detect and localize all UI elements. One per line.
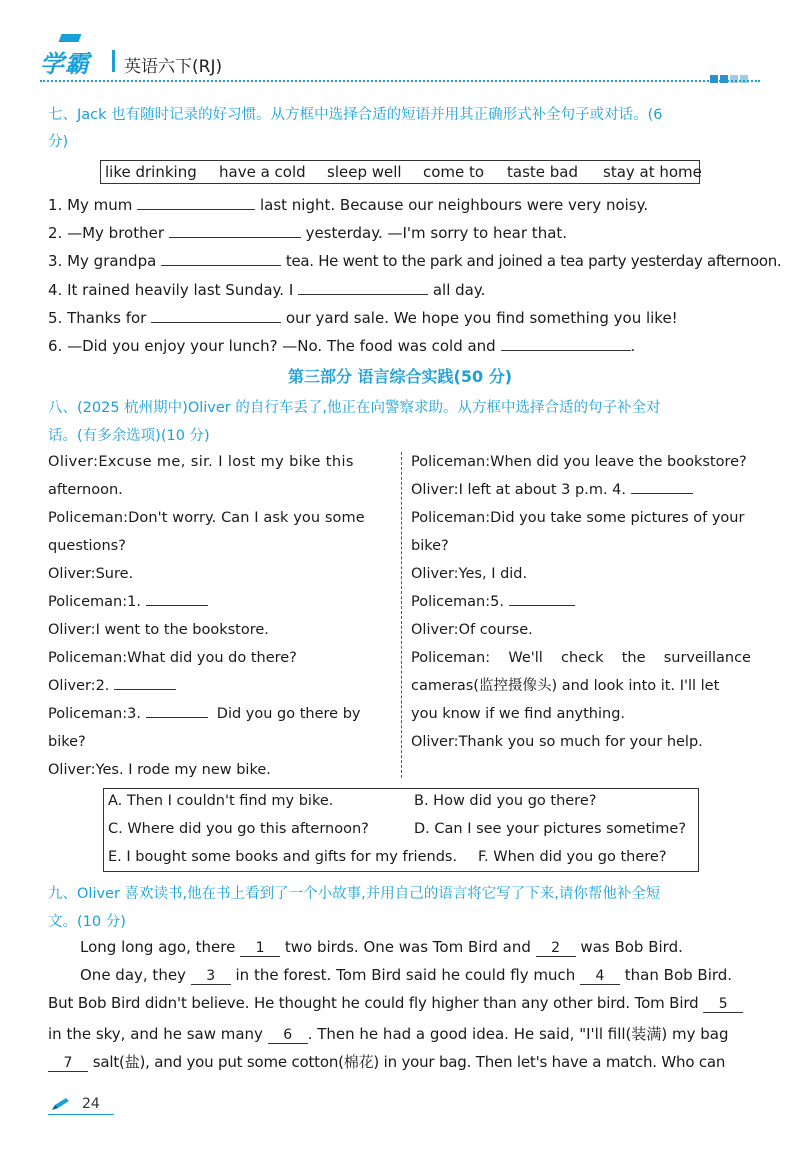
- story-line: One day, they 3 in the forest. Tom Bird said he could fly much 4 than Bob Bird.: [80, 966, 733, 984]
- footer-rule: [48, 1114, 114, 1115]
- dialogue-line: cameras(监控摄像头) and look into it. I'll let: [411, 678, 720, 694]
- dialogue-line: Oliver:2.: [48, 672, 394, 700]
- sec9-instruction-cont: 文。(10 分): [48, 914, 126, 930]
- answer-blank[interactable]: [169, 223, 301, 238]
- dialogue-line: Policeman:What did you do there?: [48, 650, 297, 666]
- dialogue-line: Policeman: We'll check the surveillance: [411, 650, 751, 666]
- sec7-q2: 2. —My brother yesterday. —I'm sorry to hear that.: [48, 224, 568, 242]
- story-blank-3[interactable]: 3: [191, 968, 231, 985]
- phrase-box: [100, 160, 700, 184]
- page-header: [40, 44, 760, 84]
- header-rule: [40, 80, 760, 84]
- dialogue-line: Oliver:I left at about 3 p.m. 4.: [411, 476, 757, 504]
- part-three-title: 第三部分 语言综合实践(50 分): [287, 367, 513, 386]
- decor-squares: [708, 68, 748, 87]
- dialogue-right-column: [411, 448, 757, 756]
- dialogue-line: Policeman:When did you leave the bookstore?: [411, 454, 747, 470]
- story-blank-2[interactable]: 2: [536, 940, 576, 957]
- dialogue-line: Oliver:Yes. I rode my new bike.: [48, 762, 271, 778]
- dialogue-line: Policeman:Don't worry. Can I ask you some: [48, 510, 365, 526]
- sec7-q6: 6. —Did you enjoy your lunch? —No. The food was cold and .: [48, 337, 636, 355]
- sec8-instruction: 八、(2025 杭州期中)Oliver 的自行车丢了,他正在向警察求助。从方框中选择合适的句子补全对: [48, 400, 661, 416]
- column-divider: [401, 452, 402, 778]
- answer-blank[interactable]: [114, 675, 176, 690]
- story-line: But Bob Bird didn't believe. He thought he could fly higher than any other bird. Tom Bird 5: [48, 994, 743, 1013]
- story-blank-5[interactable]: 5: [703, 996, 743, 1013]
- phrase-option: come to: [423, 163, 485, 181]
- choice-a: A. Then I couldn't find my bike.: [108, 793, 334, 809]
- story-blank-1[interactable]: 1: [240, 940, 280, 957]
- story-line: Long long ago, there 1 two birds. One was Tom Bird and 2 was Bob Bird.: [80, 938, 683, 956]
- dialogue-line: Oliver:I went to the bookstore.: [48, 622, 269, 638]
- story-line: in the sky, and he saw many 6 . Then he had a good idea. He said, "I'll fill(装满) my bag: [48, 1025, 729, 1043]
- phrase-option: taste bad: [507, 163, 579, 181]
- dialogue-line: Oliver:Excuse me, sir. I lost my bike this: [48, 454, 354, 470]
- phrase-option: have a cold: [219, 163, 306, 181]
- sec7-instruction-cont: 分): [48, 134, 69, 150]
- page-number: 24: [82, 1096, 100, 1112]
- sec7-q5: 5. Thanks for our yard sale. We hope you find something you like!: [48, 309, 678, 327]
- dialogue-line: Policeman:Did you take some pictures of your: [411, 510, 745, 526]
- dialogue-line: bike?: [48, 734, 86, 750]
- dialogue-line: Oliver:Yes, I did.: [411, 566, 528, 582]
- dialogue-line: questions?: [48, 538, 126, 554]
- dialogue-line: Policeman:1.: [48, 588, 394, 616]
- phrase-option: stay at home: [603, 163, 702, 181]
- book-title: 英语六下(RJ): [124, 57, 223, 77]
- sentence-choice-box: [103, 788, 699, 872]
- dialogue-line: Oliver:Thank you so much for your help.: [411, 734, 703, 750]
- dialogue-line: you know if we find anything.: [411, 706, 626, 722]
- sec7-instruction: 七、Jack 也有随时记录的好习惯。从方框中选择合适的短语并用其正确形式补全句子或对话。(6: [48, 107, 663, 123]
- dialogue-line: Policeman:5.: [411, 588, 757, 616]
- pencil-icon: [50, 1096, 72, 1112]
- answer-blank[interactable]: [631, 479, 693, 494]
- choice-b: B. How did you go there?: [414, 793, 597, 809]
- choice-f: F. When did you go there?: [478, 849, 667, 865]
- choice-e: E. I bought some books and gifts for my friends.: [108, 849, 458, 865]
- dialogue-line: Policeman:3. Did you go there by: [48, 700, 394, 728]
- dialogue-line: Oliver:Of course.: [411, 622, 533, 638]
- dialogue-left-column: [48, 448, 394, 784]
- brand-logo: 学霸: [40, 50, 90, 78]
- sec7-q3: 3. My grandpa tea. He went to the park and joined a tea party yesterday afternoon.: [48, 252, 782, 270]
- story-blank-6[interactable]: 6: [268, 1027, 308, 1044]
- answer-blank[interactable]: [298, 280, 428, 295]
- sec7-q1: 1. My mum last night. Because our neighbours were very noisy.: [48, 196, 649, 214]
- graduation-cap-icon: [59, 34, 82, 42]
- story-blank-4[interactable]: 4: [580, 968, 620, 985]
- phrase-option: sleep well: [327, 163, 402, 181]
- choice-c: C. Where did you go this afternoon?: [108, 821, 369, 837]
- sec7-q4: 4. It rained heavily last Sunday. I all day.: [48, 281, 486, 299]
- answer-blank[interactable]: [151, 308, 281, 323]
- story-blank-7[interactable]: 7: [48, 1055, 88, 1072]
- sec9-instruction: 九、Oliver 喜欢读书,他在书上看到了一个小故事,并用自己的语言将它写了下来,请你帮他补全短: [48, 886, 661, 902]
- answer-blank[interactable]: [509, 591, 575, 606]
- answer-blank[interactable]: [146, 703, 208, 718]
- dialogue-line: bike?: [411, 538, 449, 554]
- story-line: 7 salt(盐), and you put some cotton(棉花) in your bag. Then let's have a match. Who can: [48, 1051, 725, 1072]
- dialogue-line: afternoon.: [48, 482, 123, 498]
- answer-blank[interactable]: [501, 336, 631, 351]
- header-divider: [112, 50, 115, 72]
- answer-blank[interactable]: [146, 591, 208, 606]
- phrase-option: like drinking: [105, 163, 197, 181]
- answer-blank[interactable]: [161, 251, 281, 266]
- sec8-instruction-cont: 话。(有多余选项)(10 分): [48, 428, 210, 444]
- choice-d: D. Can I see your pictures sometime?: [414, 821, 687, 837]
- dialogue-line: Oliver:Sure.: [48, 566, 134, 582]
- answer-blank[interactable]: [137, 195, 255, 210]
